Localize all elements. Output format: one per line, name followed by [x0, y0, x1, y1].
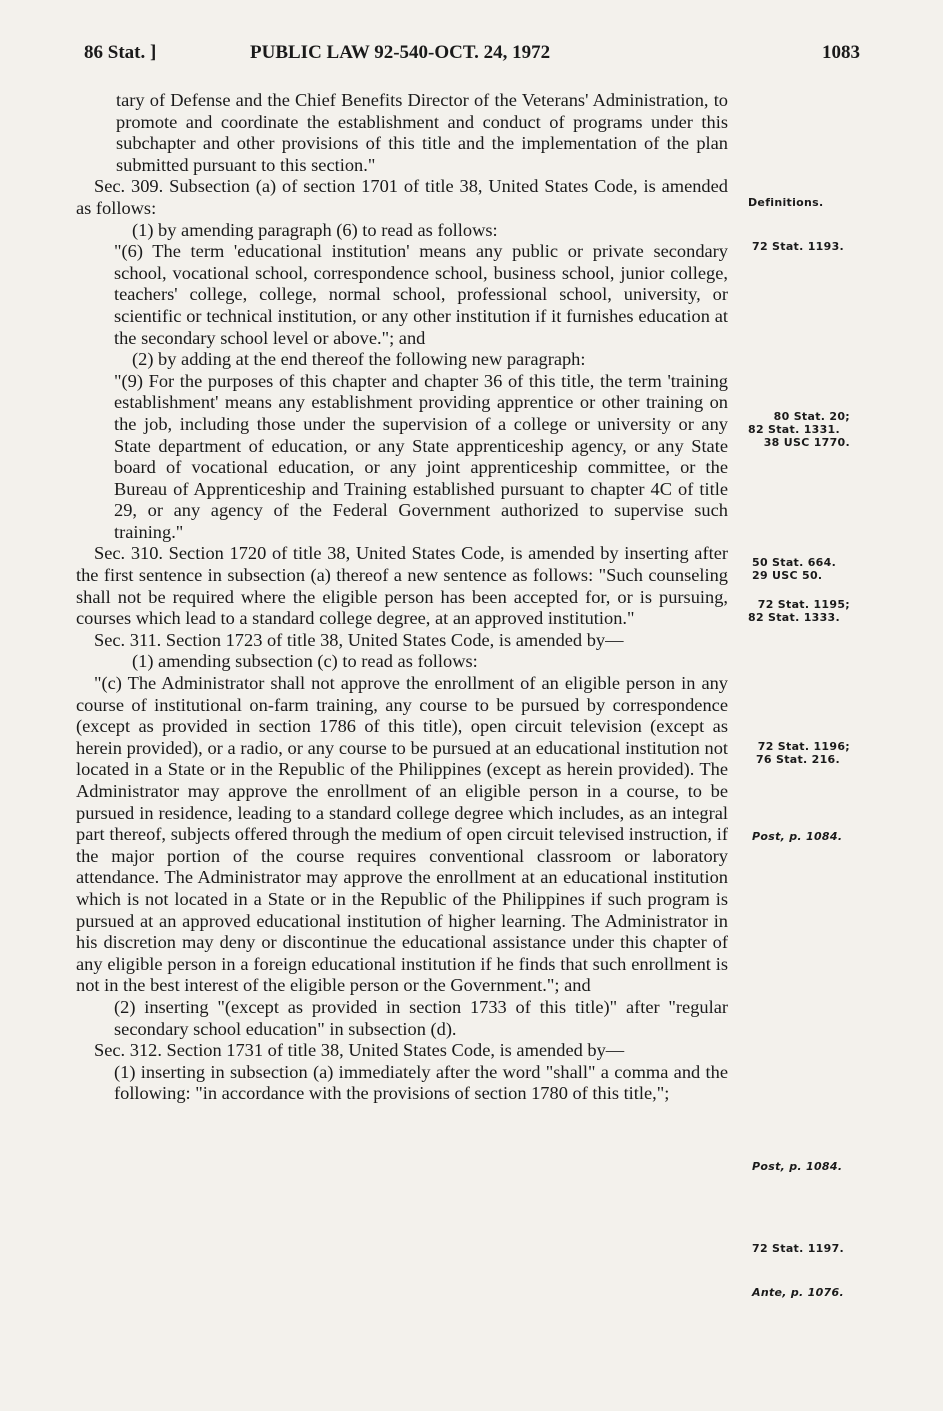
section-309: Sec. 309. Subsection (a) of section 1701 of title 38, United States Code, is amended as follows: [76, 176, 728, 218]
margin-note-definitions: Definitions. [748, 196, 824, 209]
page-header [0, 42, 943, 72]
margin-note-82-stat-1331: 82 Stat. 1331. [747, 423, 840, 436]
margin-note-38-usc-1770: 38 USC 1770. [763, 436, 850, 449]
item-309-1: (1) by amending paragraph (6) to read as follows: [132, 219, 498, 240]
margin-note-ante-1076: Ante, p. 1076. [752, 1286, 844, 1299]
margin-note-72-stat-1197: 72 Stat. 1197. [752, 1242, 845, 1255]
item-312-1: (1) inserting in subsection (a) immediately after the word "shall" a comma and the following: "in accordance with the provisions of section 1780 of this title,"; [114, 1061, 728, 1104]
section-312: Sec. 312. Section 1731 of title 38, United States Code, is amended by— [94, 1040, 625, 1061]
margin-note-29-usc-50: 29 USC 50. [752, 569, 823, 582]
item-311-1: (1) amending subsection (c) to read as follows: [132, 651, 478, 672]
margin-note-82-stat-1333: 82 Stat. 1333. [747, 611, 840, 624]
definition-9: "(9) For the purposes of this chapter and chapter 36 of this title, the term 'training establishment' means any establishment providing apprentice or other training on the job, including those under the supervision of a college or university or any State department of education, or any State apprenticeship agency, or any State board of vocational education, or any joint apprenticeship committee, or the Bureau of Apprenticeship and Training established pursuant to chapter 4C of title 29, or any agency of the Federal Government authorized to supervise such training." [114, 370, 728, 542]
law-text [76, 90, 728, 1105]
definition-6: "(6) The term 'educational institution' means any public or private secondary school, vocational school, correspondence school, business school, junior college, teachers' college, college, normal school, professional school, university, or scientific or technical institution, or any other institution if it furnishes education at the secondary school level or above."; and [114, 241, 728, 348]
margin-note-80-stat-20: 80 Stat. 20; [773, 410, 850, 423]
page-number: 1083 [822, 42, 860, 63]
section-310: Sec. 310. Section 1720 of title 38, United States Code, is amended by inserting after the first sentence in subsection (a) thereof a new sentence as follows: "Such counseling shall not be required where the eligible person has been accepted for, or is pursuing, courses which lead to a standard college degree, at an approved institution." [76, 543, 728, 629]
item-311-2: (2) inserting "(except as provided in section 1733 of this title)" after "regular secondary school education" in subsection (d). [114, 996, 728, 1039]
paragraph-continuation: tary of Defense and the Chief Benefits Director of the Veterans' Administration, to promote and coordinate the establishment and conduct of programs under this subchapter and other provisions of this title and the implementation of the plan submitted pursuant to this section." [116, 90, 728, 175]
running-title: PUBLIC LAW 92-540-OCT. 24, 1972 [250, 42, 551, 63]
margin-note-72-stat-1195: 72 Stat. 1195; [757, 598, 850, 611]
subsection-c-text: "(c) The Administrator shall not approve the enrollment of an eligible person in any course of institutional on-farm training, any course to be pursued by correspondence (except as provided in section 1786 of this title), open circuit television (except as herein provided), or a radio, or any course to be pursued at an educational institution not located in a State or in the Republic of the Philippines (except as herein provided). The Administrator may approve the enrollment of an eligible person in a course, to be pursued in residence, leading to a standard college degree which includes, as an integral part thereof, subjects offered through the medium of open circuit televised instruction, if the major portion of the course requires conventional classroom or laboratory attendance. The Administrator may approve the enrollment at an educational institution which is not located in a State or in the Republic of the Philippines if such program is pursued at an approved educational institution of higher learning. The Administrator in his discretion may deny or discontinue the educational assistance under this chapter of any eligible person in a foreign educational institution if he finds that such enrollment is not in the best interest of the eligible person or the Government."; and [76, 673, 728, 996]
margin-note-76-stat-216: 76 Stat. 216. [755, 753, 840, 766]
margin-note-post-1084-b: Post, p. 1084. [752, 1160, 843, 1173]
margin-note-50-stat-664: 50 Stat. 664. [752, 556, 837, 569]
statute-volume: 86 Stat. ] [84, 42, 157, 63]
item-309-2: (2) by adding at the end thereof the following new paragraph: [132, 349, 586, 370]
margin-note-72-stat-1193: 72 Stat. 1193. [752, 240, 845, 253]
margin-note-post-1084-a: Post, p. 1084. [752, 830, 843, 843]
section-311: Sec. 311. Section 1723 of title 38, United States Code, is amended by— [94, 629, 624, 650]
margin-note-72-stat-1196: 72 Stat. 1196; [757, 740, 850, 753]
